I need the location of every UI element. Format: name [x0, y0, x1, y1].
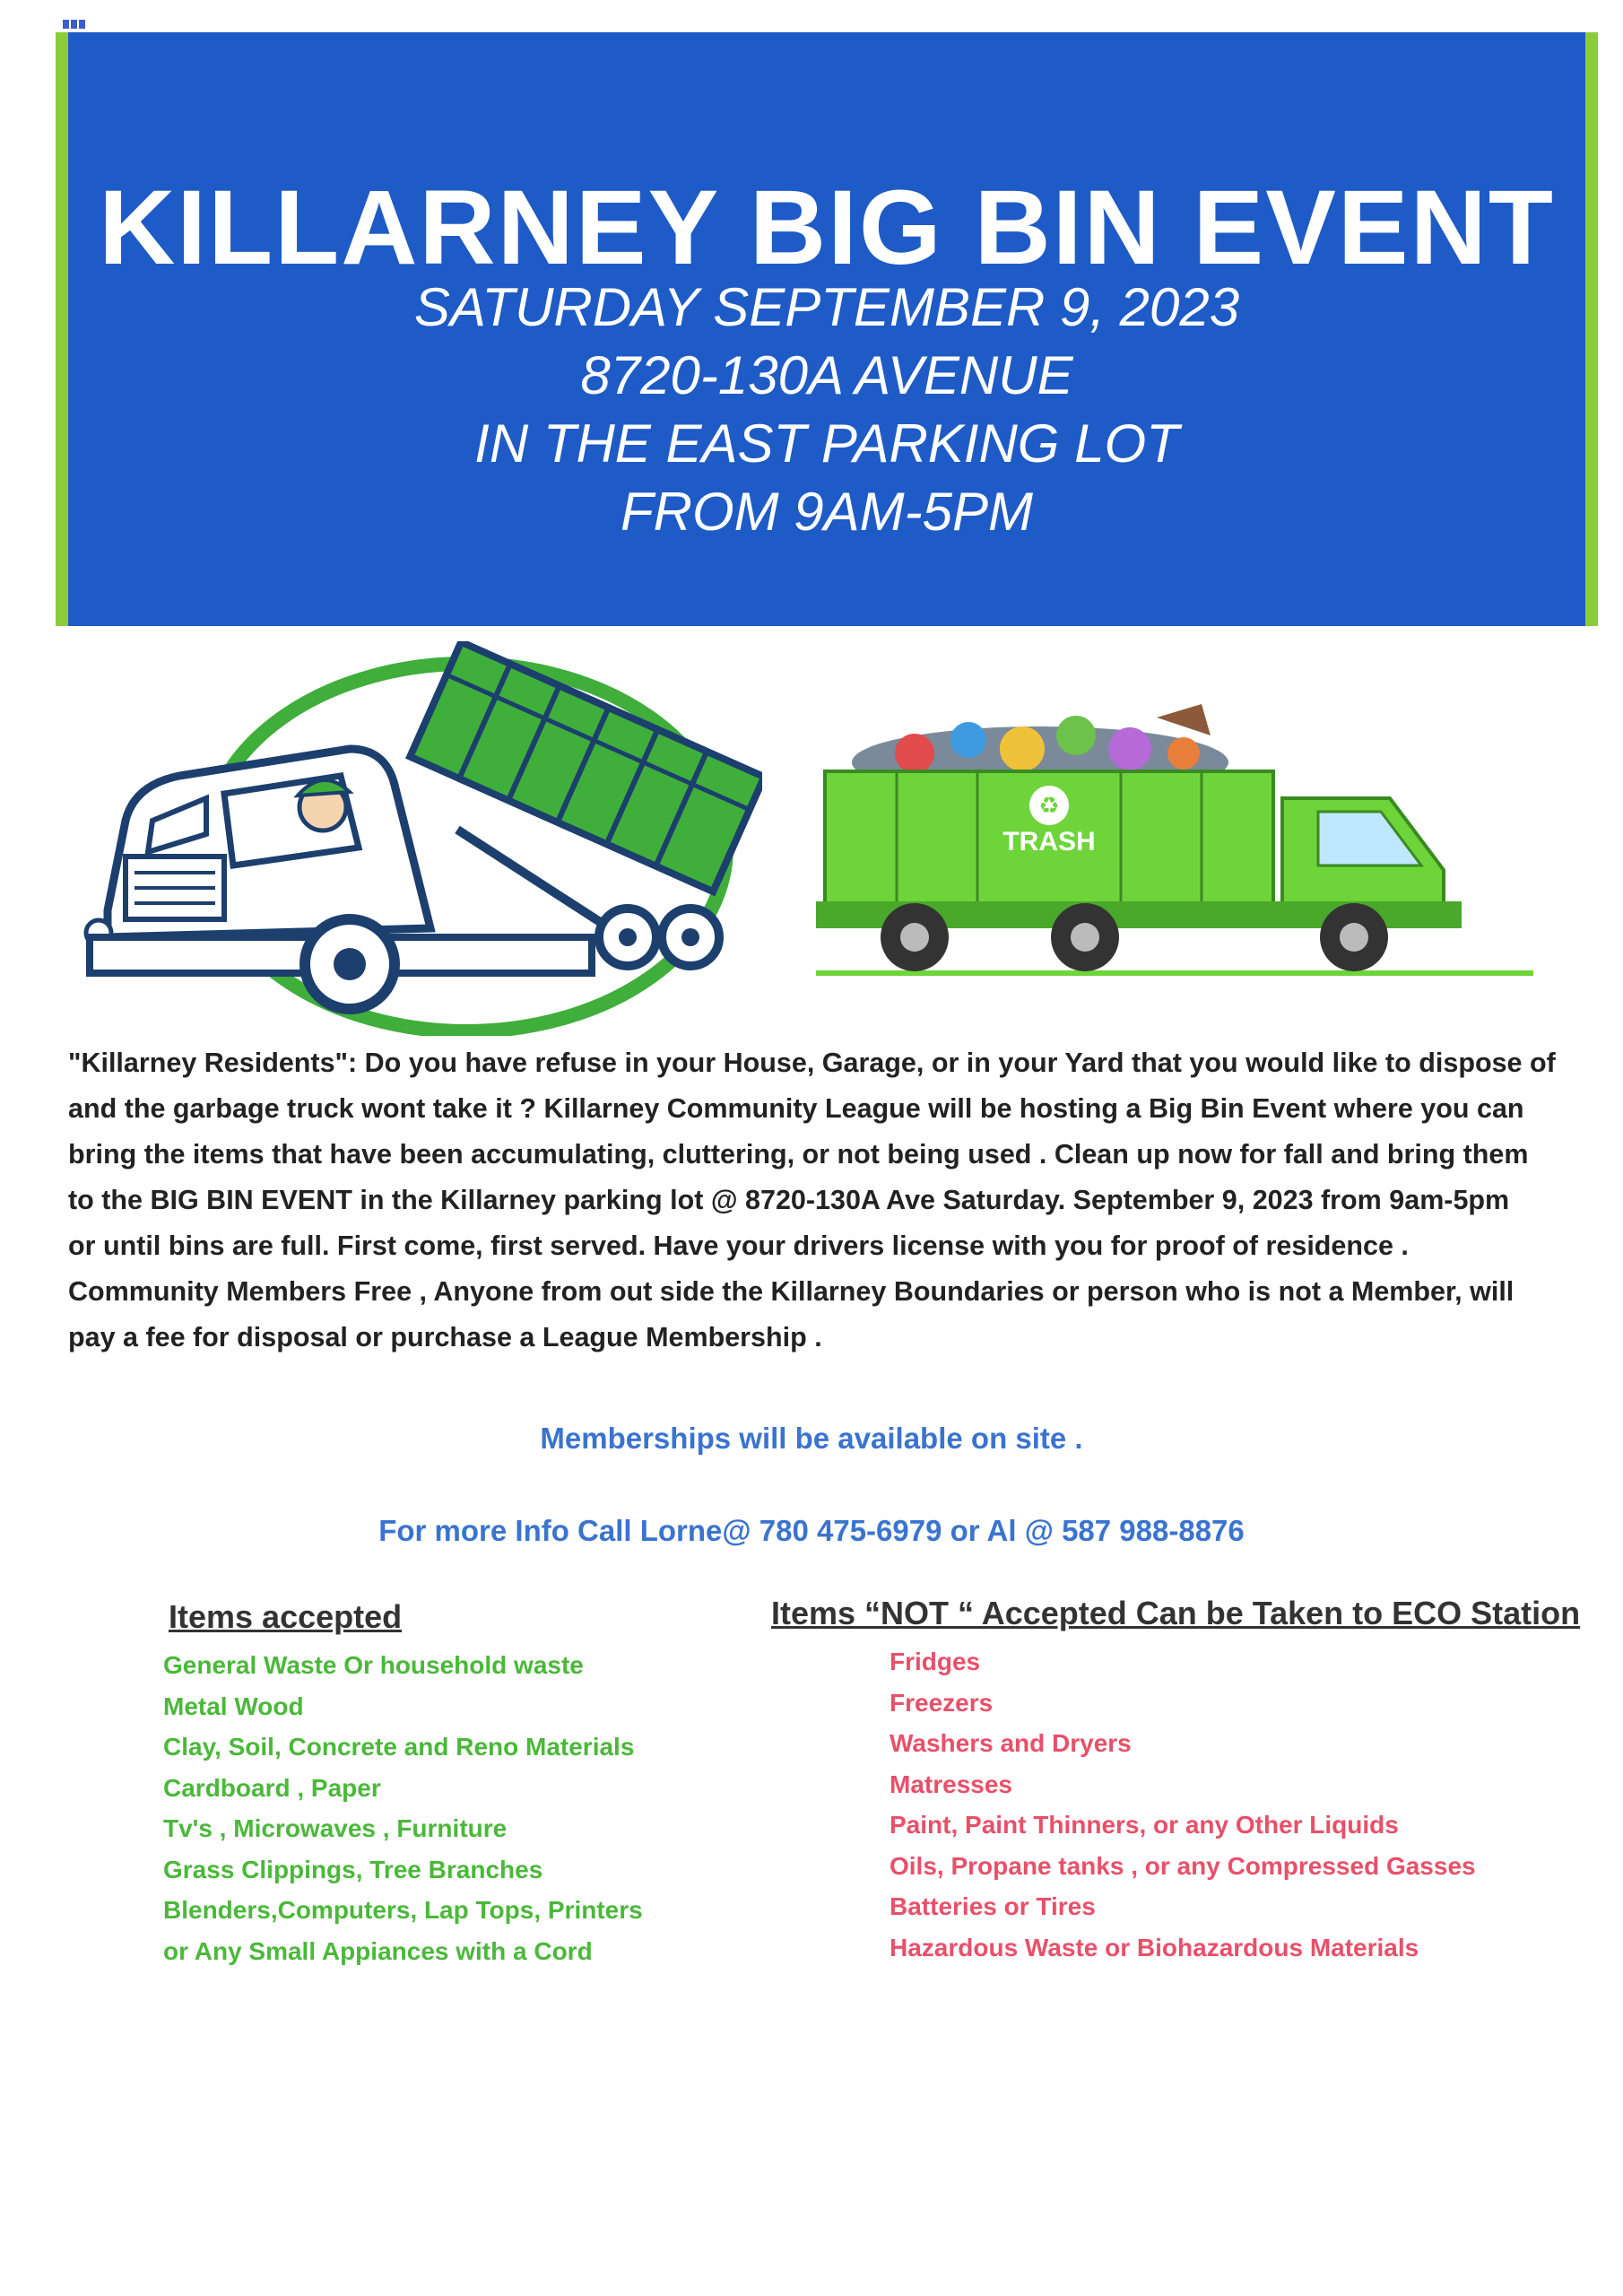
memberships-note: Memberships will be available on site .: [540, 1422, 1083, 1455]
svg-text:♻: ♻: [1038, 793, 1060, 820]
truck-label: TRASH: [1002, 827, 1096, 857]
description-line: bring the items that have been accumulating, cluttering, or not being used . Clean up now for fall and bring them: [68, 1139, 1529, 1170]
not-accepted-heading: Items “NOT “ Accepted Can be Taken to ECO Station: [771, 1595, 1581, 1631]
list-item: Clay, Soil, Concrete and Reno Materials: [163, 1733, 635, 1761]
accepted-heading: Items accepted: [169, 1598, 403, 1635]
list-item: Freezers: [890, 1688, 994, 1717]
event-location: IN THE EAST PARKING LOT: [474, 413, 1179, 474]
list-item: Hazardous Waste or Biohazardous Materials: [890, 1933, 1419, 1961]
list-item: Oils, Propane tanks , or any Compressed Gasses: [890, 1851, 1476, 1880]
not-accepted-list: [890, 1641, 1476, 1968]
event-address: 8720-130A AVENUE: [580, 345, 1073, 405]
contact-info: For more Info Call Lorne@ 780 475-6979 or Al @ 587 988-8876: [378, 1514, 1245, 1547]
list-item: Batteries or Tires: [890, 1892, 1096, 1920]
event-banner: [56, 32, 1598, 626]
dump-truck-illustration: [72, 641, 762, 1036]
list-item: Paint, Paint Thinners, or any Other Liquids: [890, 1811, 1399, 1839]
description-line: and the garbage truck wont take it ? Killarney Community League will be hosting a Big Bin Event where you can: [68, 1093, 1524, 1124]
list-item: Metal Wood: [163, 1692, 304, 1720]
event-description: [68, 1040, 1593, 1361]
event-title: KILLARNEY BIG BIN EVENT: [99, 169, 1555, 287]
description-line: to the BIG BIN EVENT in the Killarney parking lot @ 8720-130A Ave Saturday. September 9, 2023 from 9am-5pm: [68, 1185, 1510, 1215]
event-hours: FROM 9AM-5PM: [620, 482, 1034, 542]
list-item: Grass Clippings, Tree Branches: [163, 1855, 543, 1883]
list-item: General Waste Or household waste: [163, 1651, 584, 1679]
description-line: Community Members Free , Anyone from out side the Killarney Boundaries or person who is not a Member, will: [68, 1276, 1515, 1307]
event-date: SATURDAY SEPTEMBER 9, 2023: [413, 277, 1240, 337]
corner-mark: [63, 20, 86, 29]
accepted-list: [163, 1645, 643, 1971]
description-line: "Killarney Residents": Do you have refuse in your House, Garage, or in your Yard that you would like to dispose of: [68, 1048, 1556, 1078]
list-item: Washers and Dryers: [890, 1729, 1132, 1757]
list-item: Fridges: [890, 1648, 981, 1675]
list-item: Tv's , Microwaves , Furniture: [163, 1814, 508, 1842]
list-item: Cardboard , Paper: [163, 1773, 381, 1802]
list-item: or Any Small Appiances with a Cord: [163, 1936, 593, 1965]
description-line: pay a fee for disposal or purchase a League Membership .: [68, 1322, 822, 1352]
list-item: Blenders,Computers, Lap Tops, Printers: [163, 1896, 643, 1924]
trash-truck-illustration: [816, 700, 1533, 987]
description-line: or until bins are full. First come, first served. Have your drivers license with you for proof of residence .: [68, 1231, 1409, 1261]
list-item: Matresses: [890, 1770, 1012, 1798]
